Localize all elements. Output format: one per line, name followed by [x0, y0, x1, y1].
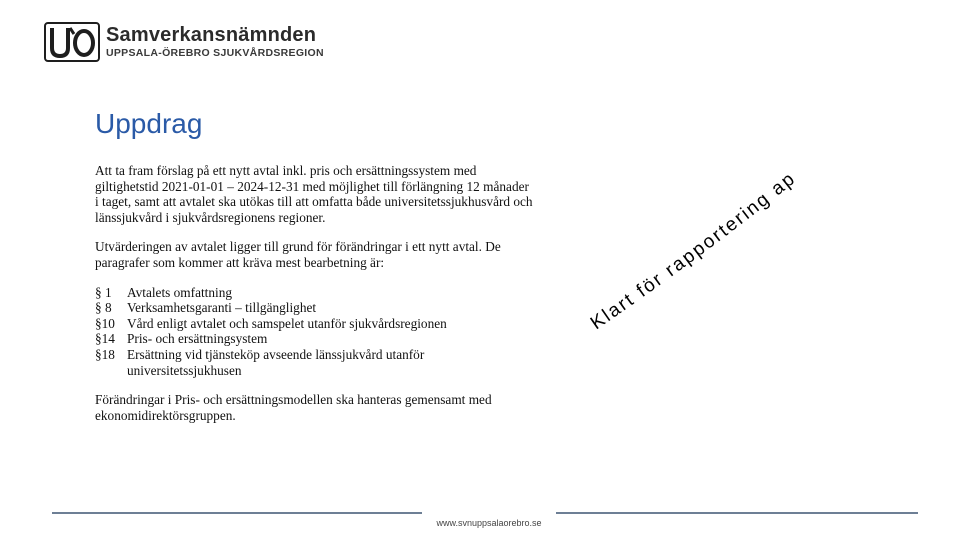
- org-subtitle: UPPSALA-ÖREBRO SJUKVÅRDSREGION: [106, 47, 324, 59]
- intro-line: i taget, samt att avtalet ska utökas till att omfatta både universitetssjukhusvård och: [95, 194, 533, 210]
- section-item: [95, 347, 595, 363]
- closing-paragraph: [95, 392, 595, 423]
- status-stamp-graphic: [588, 160, 808, 340]
- body-content: [95, 163, 595, 423]
- section-number: §14: [95, 331, 115, 347]
- closing-line: ekonomidirektörsgruppen.: [95, 407, 236, 423]
- section-number: § 8: [95, 300, 112, 316]
- section-item: [95, 285, 595, 301]
- section-title: universitetssjukhusen: [127, 362, 242, 378]
- section-title: Pris- och ersättningsystem: [127, 331, 268, 347]
- section-item: [95, 331, 595, 347]
- org-logo: [44, 22, 324, 62]
- section-item: [95, 363, 595, 379]
- page-title: Uppdrag: [95, 108, 203, 139]
- section-item: [95, 316, 595, 332]
- section-title: Verksamhetsgaranti – tillgänglighet: [127, 300, 317, 316]
- org-name: Samverkansnämnden: [106, 24, 317, 46]
- evaluation-paragraph: [95, 239, 595, 270]
- intro-line: länssjukvård i sjukvårdsregionens regioner.: [95, 209, 326, 225]
- footer-url: www.svnuppsalaorebro.se: [436, 518, 542, 528]
- intro-paragraph: [95, 163, 595, 225]
- section-title: Ersättning vid tjänsteköp avseende länssjukvård utanför: [127, 346, 425, 362]
- svg-text:Klart för rapportering april 2: [588, 160, 800, 334]
- intro-line: giltighetstid 2021-01-01 – 2024-12-31 med möjlighet till förlängning 12 månader: [95, 178, 529, 194]
- intro-line: Att ta fram förslag på ett nytt avtal inkl. pris och ersättningssystem med: [95, 163, 477, 178]
- section-number: [95, 363, 127, 379]
- section-title: Avtalets omfattning: [127, 284, 232, 300]
- status-stamp: [588, 160, 808, 340]
- evaluation-line: paragrafer som kommer att kräva mest bearbetning är:: [95, 254, 385, 270]
- logo-mark-icon: [44, 22, 100, 62]
- section-number: §18: [95, 346, 115, 362]
- footer-divider-left: [52, 512, 422, 514]
- section-number: § 1: [95, 284, 112, 300]
- stamp-text: Klart för rapportering ap: [588, 167, 801, 335]
- evaluation-line: Utvärderingen av avtalet ligger till grund för förändringar i ett nytt avtal. De: [95, 239, 501, 255]
- section-item: [95, 300, 595, 316]
- section-number: §10: [95, 315, 115, 331]
- section-list: [95, 285, 595, 379]
- footer-divider-right: [556, 512, 918, 514]
- closing-line: Förändringar i Pris- och ersättningsmodellen ska hanteras gemensamt med: [95, 392, 492, 408]
- section-title: Vård enligt avtalet och samspelet utanför sjukvårdsregionen: [127, 315, 447, 331]
